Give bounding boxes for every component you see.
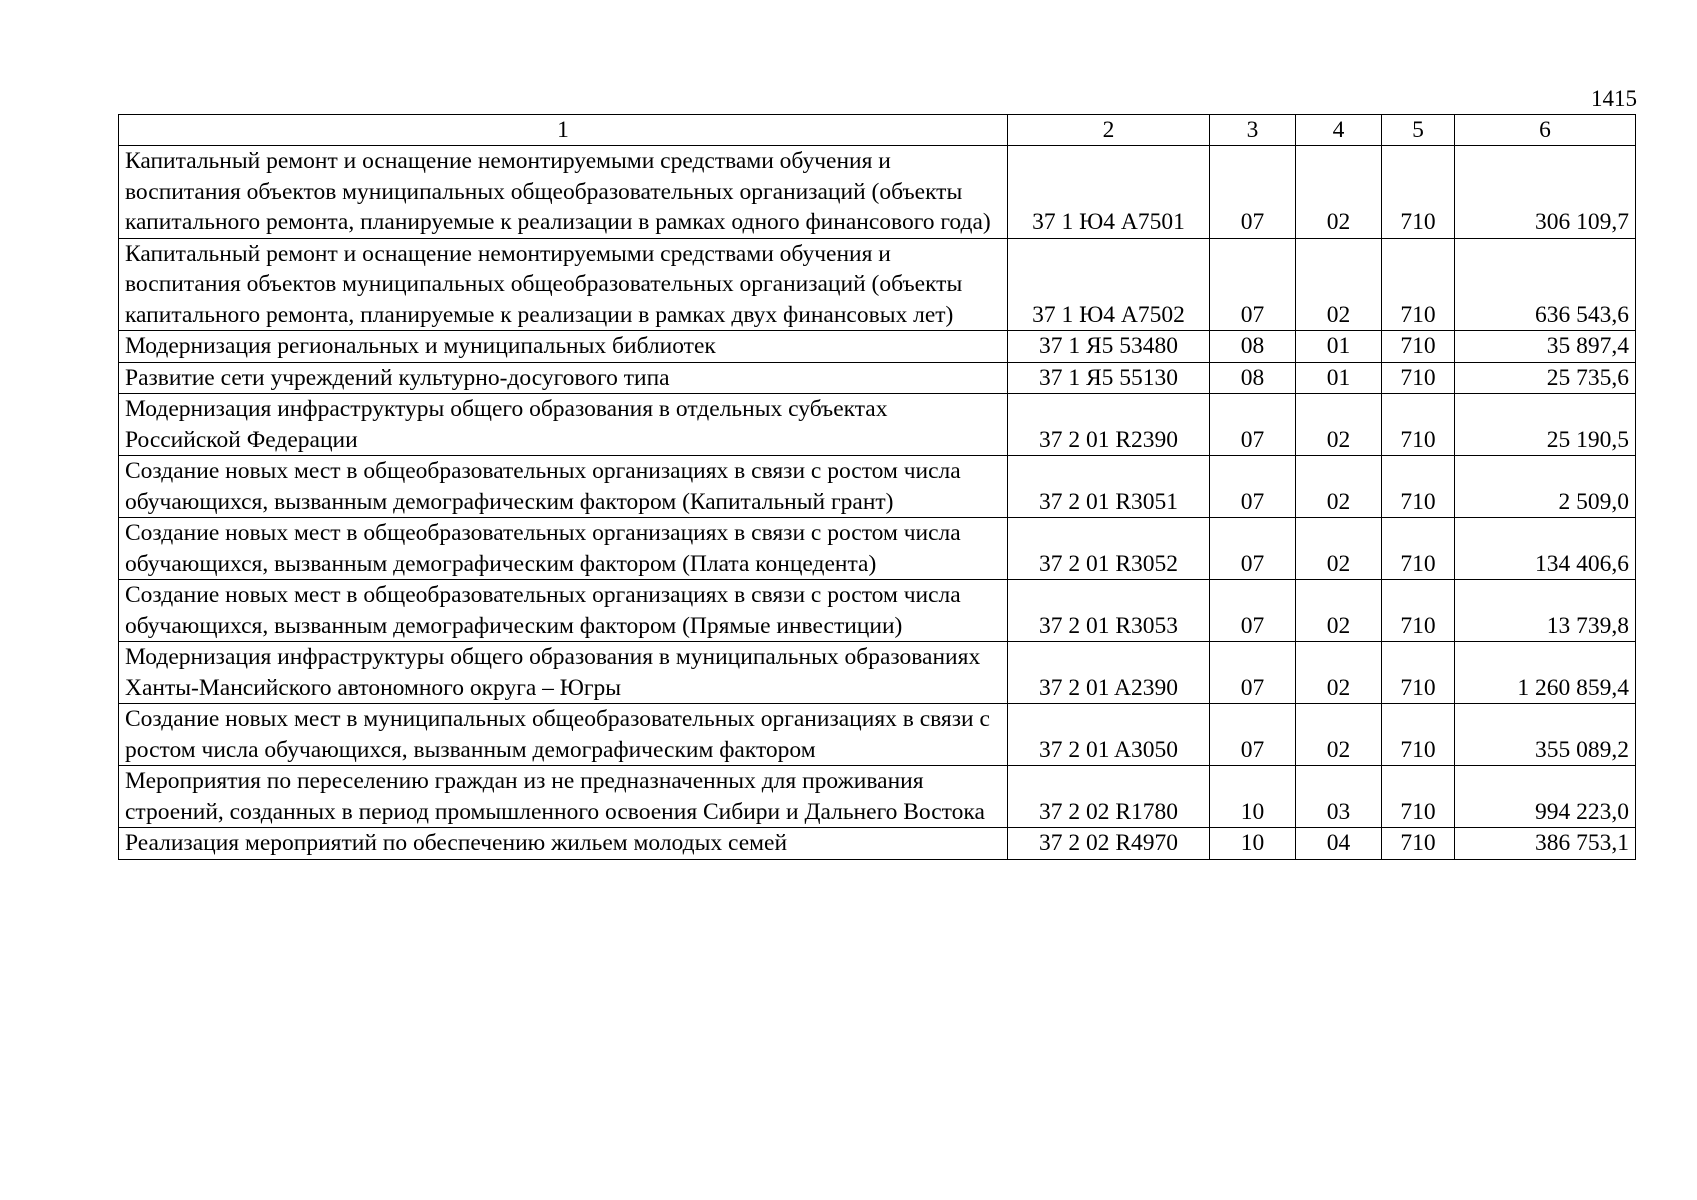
- row-type: 710: [1382, 238, 1455, 331]
- table-row: [119, 146, 1636, 239]
- row-amount: 1 260 859,4: [1455, 642, 1636, 704]
- row-amount: 35 897,4: [1455, 331, 1636, 363]
- row-code: 37 2 02 R4970: [1008, 828, 1210, 860]
- row-amount: 134 406,6: [1455, 518, 1636, 580]
- row-section: 07: [1210, 146, 1296, 239]
- row-code: 37 1 Ю4 A7501: [1008, 146, 1210, 239]
- row-section: 07: [1210, 704, 1296, 766]
- column-header-4: 4: [1296, 115, 1382, 146]
- row-subsection: 01: [1296, 331, 1382, 363]
- row-name: Создание новых мест в муниципальных общеобразовательных организациях в связи с ростом числа обучающихся, вызванным демографическим фактором: [119, 704, 1008, 766]
- row-code: 37 2 02 R1780: [1008, 766, 1210, 828]
- row-type: 710: [1382, 704, 1455, 766]
- row-type: 710: [1382, 456, 1455, 518]
- column-header-2: 2: [1008, 115, 1210, 146]
- row-name: Капитальный ремонт и оснащение немонтируемыми средствами обучения и воспитания объектов муниципальных общеобразовательных организаций (объекты капитального ремонта, планируемые к реализации в рамках одного финансового года): [119, 146, 1008, 239]
- row-subsection: 01: [1296, 362, 1382, 394]
- row-name: Мероприятия по переселению граждан из не предназначенных для проживания строений, созданных в период промышленного освоения Сибири и Дальнего Востока: [119, 766, 1008, 828]
- row-code: 37 2 01 R3051: [1008, 456, 1210, 518]
- table-header-row: [119, 115, 1636, 146]
- row-type: 710: [1382, 642, 1455, 704]
- page-number: 1415: [1591, 86, 1637, 111]
- row-amount: 386 753,1: [1455, 828, 1636, 860]
- row-subsection: 02: [1296, 518, 1382, 580]
- row-section: 10: [1210, 828, 1296, 860]
- row-code: 37 1 Я5 53480: [1008, 331, 1210, 363]
- row-name: Создание новых мест в общеобразовательных организациях в связи с ростом числа обучающихся, вызванным демографическим фактором (Капитальный грант): [119, 456, 1008, 518]
- table-row: [119, 456, 1636, 518]
- row-amount: 2 509,0: [1455, 456, 1636, 518]
- table-row: [119, 362, 1636, 394]
- row-type: 710: [1382, 362, 1455, 394]
- row-subsection: 02: [1296, 238, 1382, 331]
- row-subsection: 02: [1296, 704, 1382, 766]
- row-type: 710: [1382, 518, 1455, 580]
- row-type: 710: [1382, 828, 1455, 860]
- budget-table: [118, 114, 1636, 860]
- table-row: [119, 580, 1636, 642]
- table-row: [119, 766, 1636, 828]
- row-name: Модернизация региональных и муниципальных библиотек: [119, 331, 1008, 363]
- row-section: 08: [1210, 362, 1296, 394]
- row-section: 08: [1210, 331, 1296, 363]
- row-amount: 25 190,5: [1455, 394, 1636, 456]
- row-subsection: 02: [1296, 580, 1382, 642]
- row-section: 07: [1210, 580, 1296, 642]
- row-amount: 13 739,8: [1455, 580, 1636, 642]
- row-code: 37 1 Ю4 A7502: [1008, 238, 1210, 331]
- row-type: 710: [1382, 580, 1455, 642]
- table-row: [119, 331, 1636, 363]
- column-header-1: 1: [119, 115, 1008, 146]
- row-code: 37 2 01 R2390: [1008, 394, 1210, 456]
- row-section: 07: [1210, 456, 1296, 518]
- row-subsection: 03: [1296, 766, 1382, 828]
- table-row: [119, 704, 1636, 766]
- row-section: 07: [1210, 518, 1296, 580]
- row-name: Реализация мероприятий по обеспечению жильем молодых семей: [119, 828, 1008, 860]
- row-subsection: 02: [1296, 642, 1382, 704]
- row-name: Модернизация инфраструктуры общего образования в отдельных субъектах Российской Федерации: [119, 394, 1008, 456]
- row-name: Создание новых мест в общеобразовательных организациях в связи с ростом числа обучающихся, вызванным демографическим фактором (Прямые инвестиции): [119, 580, 1008, 642]
- table-row: [119, 642, 1636, 704]
- row-type: 710: [1382, 331, 1455, 363]
- row-subsection: 02: [1296, 146, 1382, 239]
- table-row: [119, 238, 1636, 331]
- row-type: 710: [1382, 146, 1455, 239]
- row-section: 07: [1210, 238, 1296, 331]
- row-code: 37 1 Я5 55130: [1008, 362, 1210, 394]
- row-name: Капитальный ремонт и оснащение немонтируемыми средствами обучения и воспитания объектов муниципальных общеобразовательных организаций (объекты капитального ремонта, планируемые к реализации в рамках двух финансовых лет): [119, 238, 1008, 331]
- row-code: 37 2 01 R3053: [1008, 580, 1210, 642]
- row-name: Создание новых мест в общеобразовательных организациях в связи с ростом числа обучающихся, вызванным демографическим фактором (Плата концедента): [119, 518, 1008, 580]
- row-section: 07: [1210, 394, 1296, 456]
- row-subsection: 02: [1296, 394, 1382, 456]
- table-row: [119, 394, 1636, 456]
- row-amount: 355 089,2: [1455, 704, 1636, 766]
- table-row: [119, 518, 1636, 580]
- row-subsection: 02: [1296, 456, 1382, 518]
- table-row: [119, 828, 1636, 860]
- row-code: 37 2 01 A3050: [1008, 704, 1210, 766]
- row-amount: 25 735,6: [1455, 362, 1636, 394]
- row-name: Модернизация инфраструктуры общего образования в муниципальных образованиях Ханты-Мансийского автономного округа – Югры: [119, 642, 1008, 704]
- row-amount: 636 543,6: [1455, 238, 1636, 331]
- row-code: 37 2 01 R3052: [1008, 518, 1210, 580]
- column-header-6: 6: [1455, 115, 1636, 146]
- row-section: 07: [1210, 642, 1296, 704]
- row-section: 10: [1210, 766, 1296, 828]
- row-amount: 994 223,0: [1455, 766, 1636, 828]
- column-header-5: 5: [1382, 115, 1455, 146]
- row-type: 710: [1382, 766, 1455, 828]
- row-amount: 306 109,7: [1455, 146, 1636, 239]
- row-code: 37 2 01 A2390: [1008, 642, 1210, 704]
- row-subsection: 04: [1296, 828, 1382, 860]
- column-header-3: 3: [1210, 115, 1296, 146]
- row-name: Развитие сети учреждений культурно-досугового типа: [119, 362, 1008, 394]
- row-type: 710: [1382, 394, 1455, 456]
